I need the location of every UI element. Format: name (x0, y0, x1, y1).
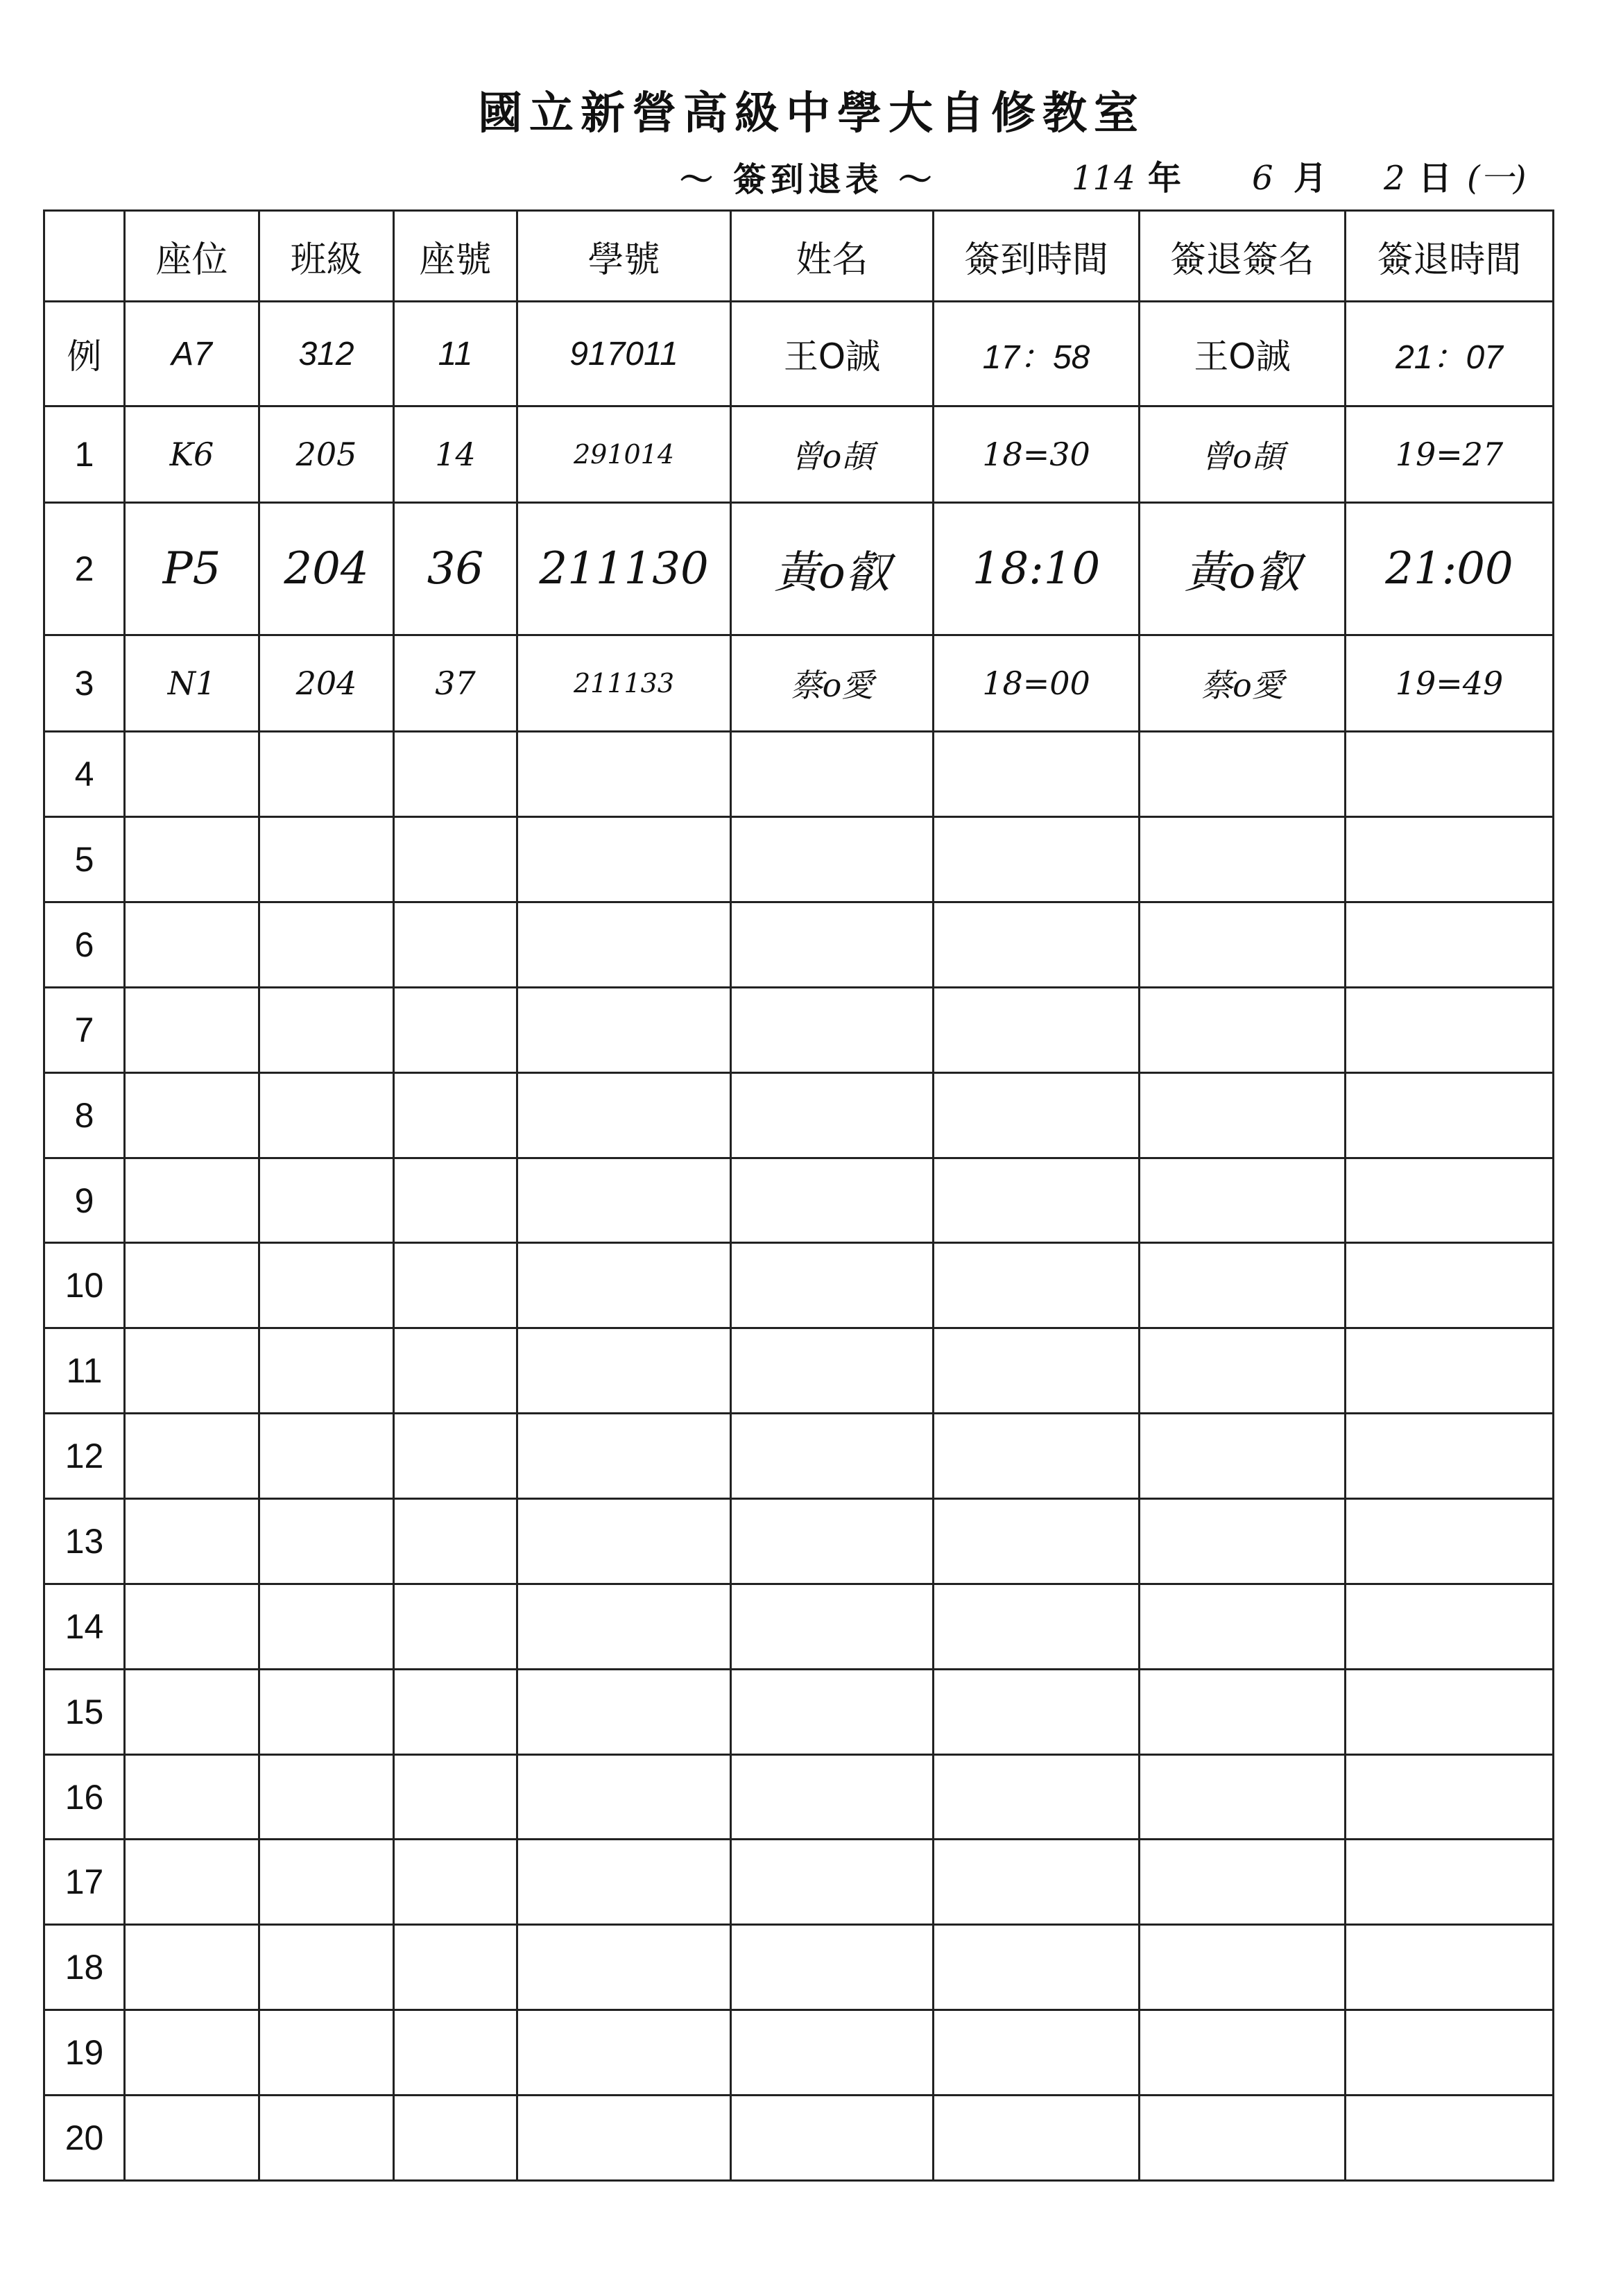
cell-sign-out-time[interactable] (1346, 902, 1554, 988)
column-header-sign-in-time: 簽到時間 (934, 211, 1140, 302)
document-title: 國立新營高級中學大自修教室 (478, 87, 1145, 139)
cell-sign-in-time[interactable] (934, 2010, 1140, 2096)
cell-sign-out-time[interactable] (1346, 732, 1554, 817)
cell-sign-out-name[interactable] (1140, 732, 1346, 817)
cell-name[interactable] (731, 817, 934, 902)
cell-name[interactable] (731, 987, 934, 1072)
cell-seat-number[interactable] (394, 1158, 517, 1243)
row-number: 5 (44, 817, 125, 902)
cell-seat-number[interactable] (394, 1584, 517, 1669)
row-number: 4 (44, 732, 125, 817)
cell-student-id[interactable] (517, 732, 731, 817)
cell-name[interactable]: 黃o叡 (731, 503, 934, 635)
cell-class[interactable] (259, 1414, 394, 1499)
cell-name[interactable] (731, 1840, 934, 1925)
cell-sign-out-time[interactable] (1346, 1158, 1554, 1243)
form-date (1072, 151, 1606, 199)
cell-sign-in-time[interactable] (934, 1925, 1140, 2010)
cell-sign-in-time[interactable] (934, 1669, 1140, 1754)
cell-sign-in-time[interactable] (934, 1840, 1140, 1925)
cell-seat[interactable] (125, 732, 259, 817)
cell-class[interactable] (259, 987, 394, 1072)
cell-seat-number[interactable]: 37 (394, 635, 517, 732)
cell-seat[interactable] (125, 1328, 259, 1414)
table-row (44, 817, 1554, 902)
cell-sign-out-name[interactable] (1140, 1840, 1346, 1925)
row-number: 20 (44, 2096, 125, 2181)
cell-sign-out-name[interactable] (1140, 1243, 1346, 1328)
cell-sign-out-name[interactable]: 黃o叡 (1140, 503, 1346, 635)
cell-seat-number[interactable] (394, 1754, 517, 1840)
cell-name[interactable] (731, 1669, 934, 1754)
cell-name[interactable] (731, 1754, 934, 1840)
cell-student-id[interactable]: 211133 (517, 635, 731, 732)
cell-sign-out-time[interactable] (1346, 1925, 1554, 2010)
cell-sign-out-time[interactable] (1346, 987, 1554, 1072)
row-number: 9 (44, 1158, 125, 1243)
cell-sign-in-time[interactable] (934, 1754, 1140, 1840)
row-number: 3 (44, 635, 125, 732)
column-header-sign-out-name: 簽退簽名 (1140, 211, 1346, 302)
column-header-student-id: 學號 (517, 211, 731, 302)
cell-seat[interactable] (125, 1840, 259, 1925)
cell-sign-out-name[interactable]: 曾o頡 (1140, 406, 1346, 503)
cell-sign-in-time[interactable]: 18=30 (934, 406, 1140, 503)
row-number: 1 (44, 406, 125, 503)
cell-seat[interactable] (125, 1158, 259, 1243)
example-label: 例 (44, 302, 125, 406)
cell-class[interactable] (259, 1925, 394, 2010)
cell-class[interactable]: 205 (259, 406, 394, 503)
cell-seat[interactable] (125, 1584, 259, 1669)
row-number: 18 (44, 1925, 125, 2010)
cell-class[interactable] (259, 2010, 394, 2096)
cell-name[interactable]: 蔡o愛 (731, 635, 934, 732)
cell-student-id[interactable]: 211130 (517, 503, 731, 635)
cell-name[interactable] (731, 1158, 934, 1243)
cell-seat[interactable]: K6 (125, 406, 259, 503)
cell-student-id[interactable] (517, 1072, 731, 1158)
cell-seat-number[interactable] (394, 1669, 517, 1754)
cell-name[interactable] (731, 2010, 934, 2096)
cell-student-id[interactable] (517, 902, 731, 988)
row-number: 17 (44, 1840, 125, 1925)
cell-seat[interactable] (125, 1072, 259, 1158)
cell-sign-out-name[interactable] (1140, 1669, 1346, 1754)
cell-sign-out-name[interactable] (1140, 1754, 1346, 1840)
cell-seat-number[interactable] (394, 2010, 517, 2096)
cell-sign-out-time[interactable] (1346, 1840, 1554, 1925)
cell-seat-number[interactable] (394, 817, 517, 902)
cell-sign-out-time[interactable]: 21:00 (1346, 503, 1554, 635)
cell-student-id[interactable] (517, 1414, 731, 1499)
cell-sign-out-name[interactable] (1140, 1328, 1346, 1414)
cell-student-id[interactable]: 291014 (517, 406, 731, 503)
cell-class[interactable] (259, 817, 394, 902)
date-month[interactable]: 6 (1252, 159, 1273, 198)
cell-name[interactable] (731, 1414, 934, 1499)
cell-sign-out-time[interactable] (1346, 1328, 1554, 1414)
cell-student-id[interactable] (517, 1499, 731, 1584)
example-name: 王O誠 (731, 302, 934, 406)
date-month-label: 月 (1294, 159, 1328, 198)
date-day-label: 日 (1418, 159, 1452, 198)
row-number: 14 (44, 1584, 125, 1669)
cell-seat[interactable] (125, 1669, 259, 1754)
date-weekday[interactable]: (一) (1467, 159, 1527, 198)
cell-student-id[interactable] (517, 2010, 731, 2096)
date-year[interactable]: 114 (1072, 159, 1135, 198)
cell-student-id[interactable] (517, 817, 731, 902)
example-sign-in-time: 17：58 (934, 302, 1140, 406)
column-header-class: 班級 (259, 211, 394, 302)
table-row (44, 1584, 1554, 1669)
cell-student-id[interactable] (517, 1925, 731, 2010)
cell-class[interactable] (259, 1072, 394, 1158)
cell-sign-out-name[interactable] (1140, 2096, 1346, 2181)
cell-sign-in-time[interactable] (934, 1158, 1140, 1243)
table-row (44, 1840, 1554, 1925)
cell-sign-out-time[interactable] (1346, 1243, 1554, 1328)
cell-sign-out-name[interactable] (1140, 1072, 1346, 1158)
table-row (44, 1072, 1554, 1158)
column-header-sign-out-time: 簽退時間 (1346, 211, 1554, 302)
table-row (44, 1925, 1554, 2010)
table-row (44, 902, 1554, 988)
row-number: 13 (44, 1499, 125, 1584)
cell-class[interactable] (259, 732, 394, 817)
cell-sign-out-time[interactable] (1346, 1669, 1554, 1754)
cell-seat-number[interactable]: 36 (394, 503, 517, 635)
cell-class[interactable] (259, 1840, 394, 1925)
cell-name[interactable] (731, 1925, 934, 2010)
cell-class[interactable] (259, 1584, 394, 1669)
row-number: 19 (44, 2010, 125, 2096)
cell-student-id[interactable] (517, 1158, 731, 1243)
example-row (44, 302, 1554, 406)
table-row (44, 635, 1554, 732)
row-number: 12 (44, 1414, 125, 1499)
cell-sign-in-time[interactable] (934, 1243, 1140, 1328)
example-sign-out-name: 王O誠 (1140, 302, 1346, 406)
table-body (44, 406, 1554, 2181)
cell-sign-out-name[interactable] (1140, 987, 1346, 1072)
cell-sign-in-time[interactable] (934, 1072, 1140, 1158)
cell-seat-number[interactable] (394, 1072, 517, 1158)
cell-class[interactable] (259, 1243, 394, 1328)
cell-seat[interactable] (125, 1243, 259, 1328)
cell-student-id[interactable] (517, 2096, 731, 2181)
cell-seat-number[interactable] (394, 1925, 517, 2010)
header-row (44, 211, 1554, 302)
cell-sign-in-time[interactable]: 18:10 (934, 503, 1140, 635)
example-seat-number: 11 (394, 302, 517, 406)
cell-sign-out-time[interactable] (1346, 1072, 1554, 1158)
cell-seat-number[interactable] (394, 1414, 517, 1499)
cell-sign-out-name[interactable] (1140, 817, 1346, 902)
table-row (44, 503, 1554, 635)
cell-seat[interactable] (125, 2010, 259, 2096)
table-row (44, 1414, 1554, 1499)
cell-seat[interactable] (125, 987, 259, 1072)
cell-seat-number[interactable] (394, 1840, 517, 1925)
cell-sign-out-time[interactable]: 19=27 (1346, 406, 1554, 503)
cell-student-id[interactable] (517, 987, 731, 1072)
cell-sign-out-name[interactable] (1140, 1499, 1346, 1584)
table-row (44, 987, 1554, 1072)
row-number: 8 (44, 1072, 125, 1158)
cell-sign-out-name[interactable] (1140, 902, 1346, 988)
cell-class[interactable] (259, 902, 394, 988)
cell-student-id[interactable] (517, 1584, 731, 1669)
row-number: 10 (44, 1243, 125, 1328)
cell-name[interactable] (731, 1584, 934, 1669)
sign-in-out-table (43, 209, 1554, 2182)
column-header-seat-number: 座號 (394, 211, 517, 302)
table-row (44, 732, 1554, 817)
row-number: 2 (44, 503, 125, 635)
cell-class[interactable] (259, 1158, 394, 1243)
table-row (44, 2010, 1554, 2096)
cell-sign-out-name[interactable] (1140, 1584, 1346, 1669)
cell-name[interactable] (731, 732, 934, 817)
cell-sign-in-time[interactable]: 18=00 (934, 635, 1140, 732)
cell-seat[interactable] (125, 1925, 259, 2010)
column-header-name: 姓名 (731, 211, 934, 302)
cell-name[interactable] (731, 1243, 934, 1328)
cell-seat-number[interactable] (394, 1243, 517, 1328)
cell-sign-in-time[interactable] (934, 902, 1140, 988)
cell-name[interactable] (731, 1328, 934, 1414)
table-row (44, 1158, 1554, 1243)
cell-class[interactable] (259, 2096, 394, 2181)
cell-student-id[interactable] (517, 1840, 731, 1925)
cell-seat[interactable] (125, 1499, 259, 1584)
table-row (44, 1243, 1554, 1328)
cell-sign-in-time[interactable] (934, 817, 1140, 902)
cell-seat[interactable]: N1 (125, 635, 259, 732)
cell-class[interactable]: 204 (259, 503, 394, 635)
row-number: 7 (44, 987, 125, 1072)
row-number: 6 (44, 902, 125, 988)
document-subtitle: ～ 簽到退表 ～ (680, 160, 936, 199)
example-sign-out-time: 21：07 (1346, 302, 1554, 406)
cell-student-id[interactable] (517, 1754, 731, 1840)
table-row (44, 406, 1554, 503)
cell-name[interactable] (731, 1499, 934, 1584)
date-year-label: 年 (1148, 159, 1182, 198)
table-row (44, 1669, 1554, 1754)
cell-name[interactable] (731, 902, 934, 988)
cell-sign-out-time[interactable] (1346, 1584, 1554, 1669)
cell-seat[interactable] (125, 1754, 259, 1840)
row-number: 15 (44, 1669, 125, 1754)
cell-sign-in-time[interactable] (934, 1584, 1140, 1669)
cell-name[interactable] (731, 1072, 934, 1158)
cell-seat[interactable] (125, 2096, 259, 2181)
cell-sign-in-time[interactable] (934, 1414, 1140, 1499)
cell-seat-number[interactable] (394, 1499, 517, 1584)
example-student-id: 917011 (517, 302, 731, 406)
cell-sign-out-time[interactable]: 19=49 (1346, 635, 1554, 732)
example-seat: A7 (125, 302, 259, 406)
cell-class[interactable]: 204 (259, 635, 394, 732)
cell-seat-number[interactable] (394, 987, 517, 1072)
cell-sign-out-time[interactable] (1346, 2010, 1554, 2096)
cell-sign-out-time[interactable] (1346, 2096, 1554, 2181)
cell-sign-out-name[interactable] (1140, 1414, 1346, 1499)
cell-sign-in-time[interactable] (934, 732, 1140, 817)
cell-student-id[interactable] (517, 1669, 731, 1754)
cell-seat[interactable] (125, 1414, 259, 1499)
cell-sign-out-name[interactable] (1140, 2010, 1346, 2096)
cell-class[interactable] (259, 1754, 394, 1840)
cell-sign-in-time[interactable] (934, 1499, 1140, 1584)
cell-seat-number[interactable] (394, 1328, 517, 1414)
cell-student-id[interactable] (517, 1243, 731, 1328)
column-header-seat: 座位 (125, 211, 259, 302)
cell-class[interactable] (259, 1328, 394, 1414)
cell-seat-number[interactable]: 14 (394, 406, 517, 503)
cell-sign-out-time[interactable] (1346, 1754, 1554, 1840)
cell-sign-out-time[interactable] (1346, 1414, 1554, 1499)
date-day[interactable]: 2 (1384, 159, 1405, 198)
cell-seat[interactable]: P5 (125, 503, 259, 635)
cell-class[interactable] (259, 1669, 394, 1754)
cell-seat-number[interactable] (394, 2096, 517, 2181)
table-row (44, 1328, 1554, 1414)
cell-sign-in-time[interactable] (934, 987, 1140, 1072)
table-row (44, 1499, 1554, 1584)
cell-seat-number[interactable] (394, 732, 517, 817)
cell-seat-number[interactable] (394, 902, 517, 988)
table-row (44, 2096, 1554, 2181)
cell-name[interactable] (731, 2096, 934, 2181)
cell-seat[interactable] (125, 817, 259, 902)
cell-sign-out-time[interactable] (1346, 817, 1554, 902)
example-class: 312 (259, 302, 394, 406)
cell-student-id[interactable] (517, 1328, 731, 1414)
cell-sign-out-time[interactable] (1346, 1499, 1554, 1584)
cell-sign-out-name[interactable]: 蔡o愛 (1140, 635, 1346, 732)
table-row (44, 1754, 1554, 1840)
row-number: 16 (44, 1754, 125, 1840)
cell-sign-in-time[interactable] (934, 1328, 1140, 1414)
cell-seat[interactable] (125, 902, 259, 988)
column-header-index (44, 211, 125, 302)
cell-sign-out-name[interactable] (1140, 1158, 1346, 1243)
cell-sign-out-name[interactable] (1140, 1925, 1346, 2010)
cell-name[interactable]: 曾o頡 (731, 406, 934, 503)
row-number: 11 (44, 1328, 125, 1414)
cell-sign-in-time[interactable] (934, 2096, 1140, 2181)
cell-class[interactable] (259, 1499, 394, 1584)
